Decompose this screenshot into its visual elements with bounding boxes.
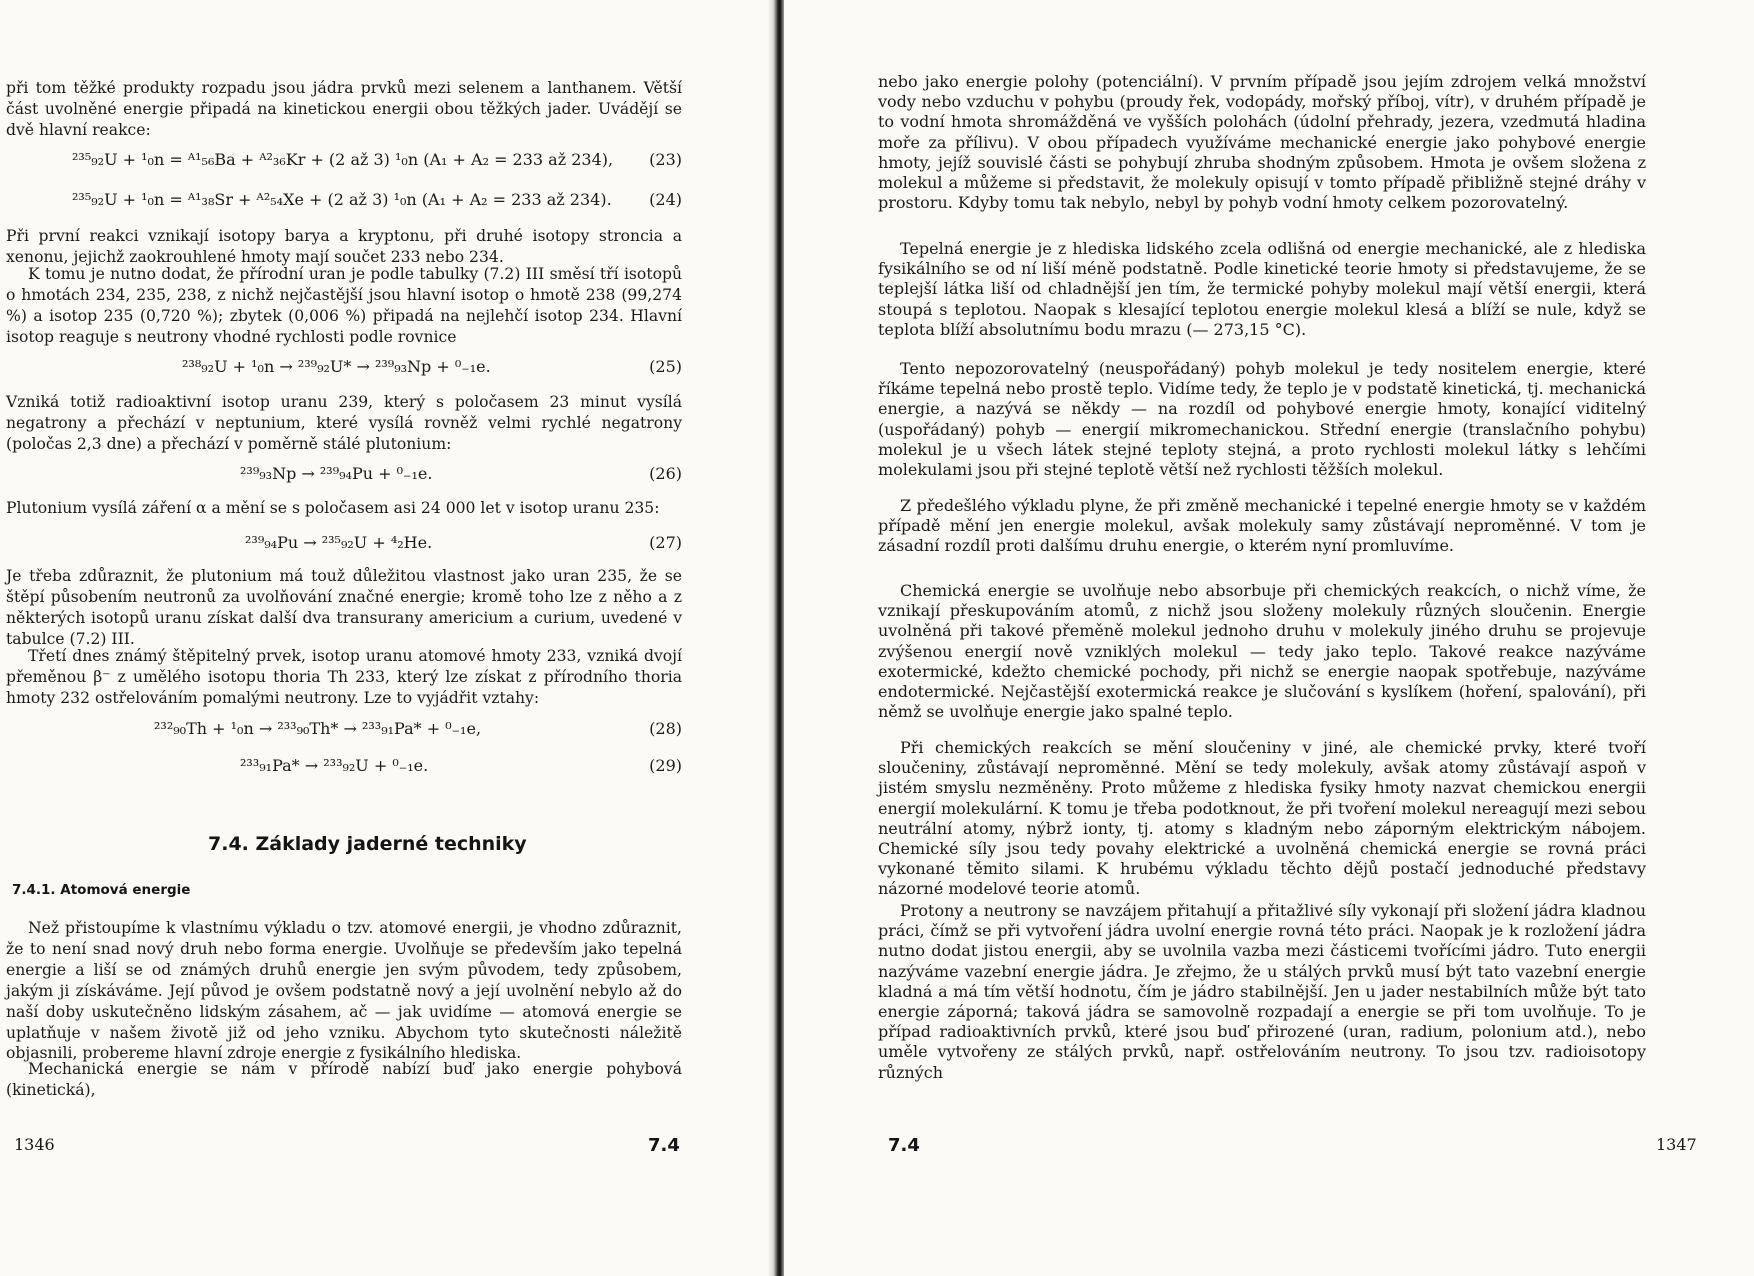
equation-28-formula: ²³²₉₀Th + ¹₀n → ²³³₉₀Th* → ²³³₉₁Pa* + ⁰₋₁e, [154, 719, 482, 738]
right-page [784, 0, 1754, 1276]
left-paragraph-8: Než přistoupíme k vlastnímu výkladu o tzv. atomové energii, je vhodno zdůraznit, že to není snad nový druh nebo forma energie. Uvolňuje se především jako tepelná energie a liší se od známých druhů energie jen svým původem, tedy způsobem, jakým ji získáváme. Její původ je ovšem podstatně nový a její uvolnění nebylo až do naší doby uskutečněno lidským zásahem, ač — jak uvidíme — atomová energie se uplatňuje v našem životě již od jeho vzniku. Abychom tyto skutečnosti náležitě objasnili, probereme hlavní zdroje energie z fysikálního hlediska. [6, 919, 682, 1063]
equation-28 [70, 719, 682, 747]
equation-29 [70, 756, 682, 784]
left-paragraph-6: Je třeba zdůraznit, že plutonium má touž důležitou vlastnost jako uran 235, že se štěpí působením neutronů za uvolňování značné energie; kromě toho lze z něho a z některých isotopů uranu získat další dva transurany americium a curium, uvedené v tabulce (7.2) III. [6, 567, 682, 648]
left-paragraph-9: Mechanická energie se nám v přírodě nabízí buď jako energie pohybová (kinetická), [6, 1060, 682, 1099]
right-paragraph-3: Tento nepozorovatelný (neuspořádaný) pohyb molekul je tedy nositelem energie, které říkáme tepelná nebo prostě teplo. Vidíme tedy, že teplo je v podstatě kinetická, tj. mechanická energie, a nazývá se někdy — na rozdíl od pohybové energie hmoty, konající viditelný (uspořádaný) pohyb — energií mikromechanickou. Střední energie (translačního pohybu) molekul je u všech látek stejné teploty stejná, a proto rychlosti molekul látky s lehčími molekulami jsou při stejné teplotě větší než rychlosti těžších molekul. [878, 359, 1646, 480]
section-heading: 7.4. Základy jaderné techniky [208, 833, 527, 855]
equation-27 [70, 533, 682, 561]
left-paragraph-1: při tom těžké produkty rozpadu jsou jádra prvků mezi selenem a lanthanem. Větší část uvolněné energie připadá na kinetickou energii obou těžkých jader. Uvádějí se dvě hlavní reakce: [6, 79, 682, 139]
equation-26-formula: ²³⁹₉₃Np → ²³⁹₉₄Pu + ⁰₋₁e. [240, 464, 433, 483]
left-paragraph-3: K tomu je nutno dodat, že přírodní uran je podle tabulky (7.2) III směsí tří isotopů o hmotách 234, 235, 238, z nichž nejčastější jsou hlavní isotop o hmotě 238 (99,274 %) a isotop 235 (0,720 %); zbytek (0,006 %) připadá na nejlehčí isotop 234. Hlavní isotop reaguje s neutrony vhodné rychlosti podle rovnice [6, 265, 682, 346]
left-paragraph-2: Při první reakci vznikají isotopy barya a kryptonu, při druhé isotopy stroncia a xenonu, jejichž zaokrouhlené hmoty mají součet 233 nebo 234. [6, 227, 682, 266]
equation-26-number: (26) [649, 464, 682, 483]
left-paragraph-5: Plutonium vysílá záření α a mění se s poločasem asi 24 000 let v isotop uranu 235: [6, 499, 660, 517]
right-paragraph-2: Tepelná energie je z hlediska lidského zcela odlišná od energie mechanické, ale z hlediska fysikálního se od ní liší méně podstatně. Podle kinetické teorie hmoty si představujeme, že se teplejší látka liší od chladnější jen tím, že termické pohyby molekul mají větší energii, která stoupá s teplotou. Naopak s klesající teplotou energie molekul klesá a blíží se nule, když se teplota blíží absolutnímu bodu mrazu (— 273,15 °C). [878, 239, 1646, 339]
equation-28-number: (28) [649, 719, 682, 738]
equation-24 [70, 190, 682, 218]
equation-25-formula: ²³⁸₉₂U + ¹₀n → ²³⁹₉₂U* → ²³⁹₉₃Np + ⁰₋₁e. [182, 357, 491, 376]
equation-27-number: (27) [649, 533, 682, 552]
left-paragraph-7: Třetí dnes známý štěpitelný prvek, isotop uranu atomové hmoty 233, vzniká dvojí přeměnou β⁻ z umělého isotopu thoria Th 233, který lze získat z přírodního thoria hmoty 232 ostřelováním pomalými neutrony. Lze to vyjádřit vztahy: [6, 647, 682, 707]
subsection-heading: 7.4.1. Atomová energie [12, 882, 191, 898]
equation-25-number: (25) [649, 357, 682, 376]
equation-26 [70, 464, 682, 492]
equation-23-number: (23) [649, 150, 682, 169]
equation-27-formula: ²³⁹₉₄Pu → ²³⁵₉₂U + ⁴₂He. [245, 533, 433, 552]
right-paragraph-4: Z předešlého výkladu plyne, že při změně mechanické i tepelné energie hmoty se v každém případě mění jen energie molekul, avšak molekuly samy zůstávají neproměnné. V tom je zásadní rozdíl proti dalšímu druhu energie, o kterém nyní promluvíme. [878, 496, 1646, 556]
right-paragraph-6: Při chemických reakcích se mění sloučeniny v jiné, ale chemické prvky, které tvoří sloučeniny, zůstávají neproměnné. Mění se tedy molekuly, avšak atomy zůstávají aspoň v jistém smyslu nezměněny. Proto můžeme z hlediska fysiky hmoty nazvat chemickou energii energií molekulární. K tomu je třeba podotknout, že při tvoření molekul nereagují mezi sebou neutrální atomy, nýbrž ionty, tj. atomy s kladným nebo záporným elektrickým nábojem. Chemické síly jsou tedy povahy elektrické a uvolněná chemická energie se rovná práci vykonané těmito silami. K hrubému výkladu těchto dějů postačí jednoduché představy názorné modelové teorie atomů. [878, 738, 1646, 899]
left-paragraph-4: Vzniká totiž radioaktivní isotop uranu 239, který s poločasem 23 minut vysílá negatrony a přechází v neptunium, které vysílá rovněž velmi rychlé negatrony (poločas 2,3 dne) a přechází v poměrně stálé plutonium: [6, 393, 682, 453]
left-section-marker: 7.4 [648, 1135, 680, 1156]
equation-23 [70, 150, 682, 178]
right-paragraph-7: Protony a neutrony se navzájem přitahují a přitažlivé síly vykonají při složení jádra kladnou práci, čímž se při vytvoření jádra uvolní energie rovná této práci. Naopak je k rozložení jádra nutno dodat jistou energii, aby se uvolnila vazba mezi částicemi tvořícími jádro. Tuto energii nazýváme vazební energie jádra. Je zřejmo, že u stálých prvků musí být tato vazební energie kladná a má tím větší hodnotu, čím je jádro stabilnější. Jen u jader nestabilních může být tato energie záporná; taková jádra se samovolně rozpadají a energie se při tom uvolňuje. To je případ radioaktivních prvků, které jsou buď přirozené (uran, radium, polonium atd.), nebo uměle vytvořeny ze stálých prvků, např. ostřelováním neutrony. To jsou tzv. radioisotopy různých [878, 901, 1646, 1082]
equation-24-formula: ²³⁵₉₂U + ¹₀n = ᴬ¹₃₈Sr + ᴬ²₅₄Xe + (2 až 3) ¹₀n (A₁ + A₂ = 233 až 234). [72, 190, 612, 209]
right-paragraph-1: nebo jako energie polohy (potenciální). V prvním případě jsou jejím zdrojem velká množství vody nebo vzduchu v pohybu (proudy řek, vodopády, mořský příboj, vítr), v druhém případě je to vodní hmota shromážděná ve vyšších polohách (údolní přehrady, jezera, vzedmutá hladina moře za přílivu). V obou případech využíváme mechanické energie jako pohybové energie hmoty, jejíž souvislé části se pohybují zhruba shodným způsobem. Hmota je ovšem složena z molekul a můžeme si představit, že molekuly opisují v tomto případě přibližně stejné dráhy v prostoru. Kdyby tomu tak nebylo, nebyl by pohyb vodní hmoty celkem pozorovatelný. [878, 72, 1646, 213]
equation-29-formula: ²³³₉₁Pa* → ²³³₉₂U + ⁰₋₁e. [240, 756, 429, 775]
left-page [0, 0, 776, 1276]
right-section-marker: 7.4 [888, 1135, 920, 1156]
left-page-number: 1346 [14, 1135, 55, 1154]
equation-24-number: (24) [649, 190, 682, 209]
equation-29-number: (29) [649, 756, 682, 775]
equation-25 [70, 357, 682, 385]
equation-23-formula: ²³⁵₉₂U + ¹₀n = ᴬ¹₅₆Ba + ᴬ²₃₆Kr + (2 až 3) ¹₀n (A₁ + A₂ = 233 až 234), [72, 150, 614, 169]
right-paragraph-5: Chemická energie se uvolňuje nebo absorbuje při chemických reakcích, o nichž víme, že vznikají přeskupováním atomů, z nichž jsou složeny molekuly různých sloučenin. Energie uvolněná při takové přeměně molekul jednoho druhu v molekuly jiného druhu se projevuje zvýšenou energií nově vzniklých molekul — tedy jako teplo. Takové reakce nazýváme exotermické, kdežto chemické pochody, při nichž se energie naopak spotřebuje, nazýváme endotermické. Nejčastější exotermická reakce je slučování s kyslíkem (hoření, spalování), při němž se uvolňuje energie jako spalné teplo. [878, 581, 1646, 722]
right-page-number: 1347 [1656, 1135, 1697, 1154]
